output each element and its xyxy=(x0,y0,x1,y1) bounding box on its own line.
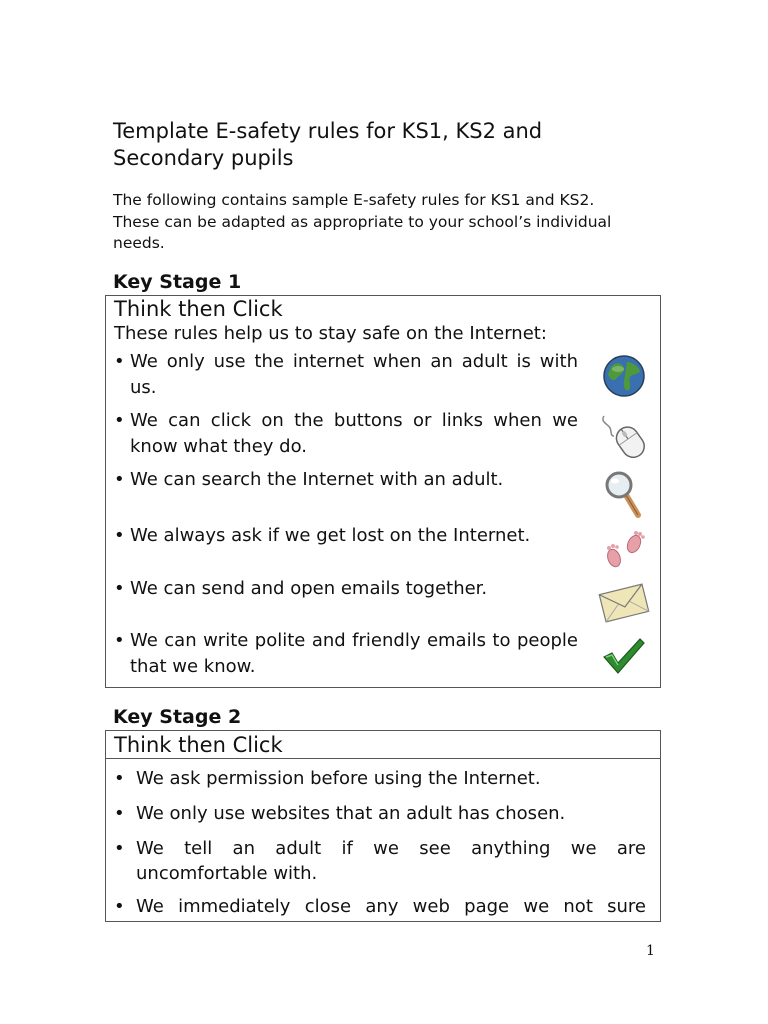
intro-paragraph: The following contains sample E-safety rules for KS1 and KS2. These can be adapted as appropriate to your school’s individual needs. xyxy=(113,191,612,252)
rule-text: We can search the Internet with an adult. xyxy=(130,469,504,490)
rule-text: We can send and open emails together. xyxy=(130,578,488,599)
ks1-rules-box xyxy=(105,295,661,688)
list-item xyxy=(114,349,578,401)
magnifying-glass-icon xyxy=(598,469,650,519)
document-title: Template E-safety rules for KS1, KS2 and Secondary pupils xyxy=(113,119,543,170)
bullet: • xyxy=(114,578,125,599)
ks2-heading: Key Stage 2 xyxy=(113,706,242,728)
rule-text: We can click on the buttons or links when we know what they do. xyxy=(130,410,578,457)
ks2-box-title: Think then Click xyxy=(106,731,660,759)
bullet: • xyxy=(114,525,125,546)
list-item xyxy=(106,894,646,919)
list-item xyxy=(114,628,578,680)
rule-text: We only use websites that an adult has chosen. xyxy=(136,803,566,824)
rule-text: We only use the internet when an adult is with us. xyxy=(130,351,578,398)
list-item xyxy=(114,576,578,602)
list-item xyxy=(106,766,646,791)
rule-text: We can write polite and friendly emails to people that we know. xyxy=(130,630,578,677)
page-number: 1 xyxy=(646,943,655,959)
ks1-heading: Key Stage 1 xyxy=(113,271,242,293)
envelope-icon xyxy=(598,577,650,627)
list-item xyxy=(114,467,578,493)
ks2-rules-box xyxy=(105,730,661,922)
checkmark-icon xyxy=(598,633,650,683)
list-item xyxy=(106,801,646,826)
rule-text: We ask permission before using the Internet. xyxy=(136,768,541,789)
bullet: • xyxy=(114,896,125,917)
footprints-icon xyxy=(598,524,650,574)
computer-mouse-icon xyxy=(598,408,650,458)
bullet: • xyxy=(114,410,125,431)
bullet: • xyxy=(114,469,125,490)
list-item xyxy=(114,523,578,549)
rule-text: We immediately close any web page we not sure xyxy=(136,896,646,917)
bullet: • xyxy=(114,768,125,789)
ks1-lead-text: These rules help us to stay safe on the Internet: xyxy=(114,323,547,344)
ks2-rules-list xyxy=(106,766,660,919)
bullet: • xyxy=(114,351,125,372)
bullet: • xyxy=(114,803,125,824)
bullet: • xyxy=(114,630,125,651)
rule-text: We tell an adult if we see anything we are uncomfortable with. xyxy=(136,838,646,884)
list-item xyxy=(106,836,646,886)
bullet: • xyxy=(114,838,125,859)
ks1-box-title: Think then Click xyxy=(114,297,283,321)
list-item xyxy=(114,408,578,460)
rule-text: We always ask if we get lost on the Internet. xyxy=(130,525,531,546)
globe-icon xyxy=(598,351,650,401)
